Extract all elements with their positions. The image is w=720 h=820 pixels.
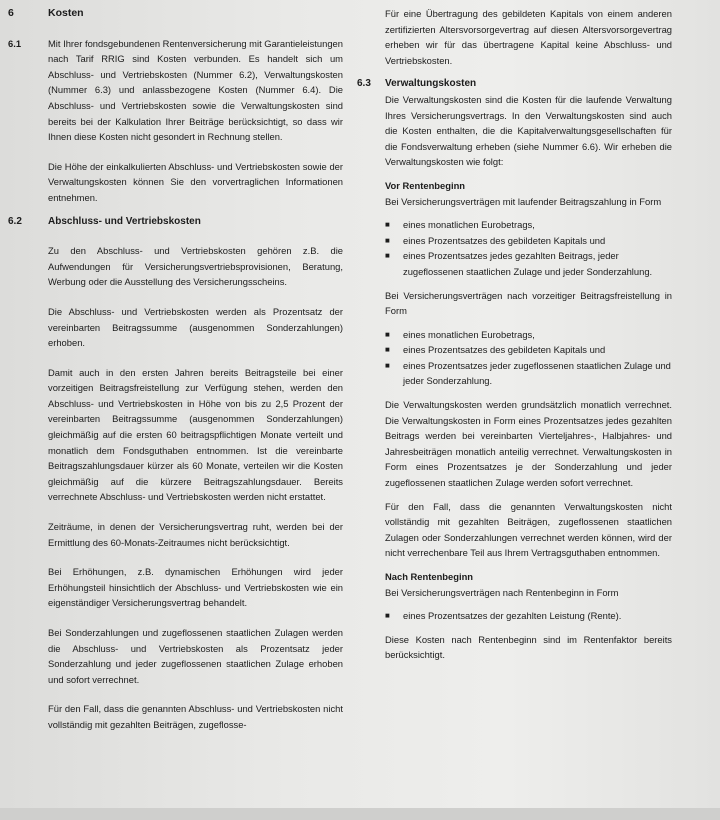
page-edge: [0, 808, 720, 820]
list-item: ■ eines Prozentsatzes der gezahlten Leistung (Rente).: [357, 608, 672, 624]
bullet-icon: ■: [385, 251, 390, 261]
spacer: [8, 290, 343, 304]
spacer: [357, 280, 672, 288]
list-item: ■ eines Prozentsatzes des gebildeten Kapitals und: [357, 342, 672, 358]
paragraph-text: Zu den Abschluss- und Vertriebskosten gehören z.B. die Aufwendungen für Versicherungsvertriebsprovisionen, Beratung, Werbung oder die Ausstellung des Versicherungsscheins.: [48, 245, 343, 288]
paragraph-heading: Vor Rentenbeginn: [385, 179, 466, 191]
spacer: [8, 206, 343, 214]
paragraph-text: Für eine Übertragung des gebildeten Kapitals von einem anderen zertifizierten Altersvorsorgevertrag auf diesen Altersvorsorgevertrag erheben wir für das übertragene Kapital keine Abschluss- und Vertriebskosten.: [385, 8, 672, 66]
spacer: [357, 319, 672, 327]
spacer: [8, 351, 343, 365]
subsection-title: Verwaltungskosten: [385, 78, 477, 90]
section-number: 6: [8, 7, 14, 19]
subsection-number: 6.3: [357, 78, 371, 90]
paragraph-text: Die Höhe der einkalkulierten Abschluss- und Vertriebskosten sowie der Verwaltungskosten können Sie den vorvertraglichen Informationen entnehmen.: [48, 160, 343, 203]
section-heading: [8, 6, 343, 22]
paragraph-text: Für den Fall, dass die genannten Abschluss- und Vertriebskosten nicht vollständig mit gezahlten Beiträgen, zugeflosse-: [48, 703, 343, 730]
subsection-number: 6.2: [8, 215, 22, 227]
spacer: [8, 22, 343, 36]
bullet-icon: ■: [385, 235, 390, 245]
list-item: ■ eines Prozentsatzes jeder zugeflossenen staatlichen Zulage und jeder Sonderzahlung.: [357, 358, 672, 389]
paragraph-text: Bei Versicherungsverträgen mit laufender Beitragszahlung in Form: [385, 195, 662, 207]
bullet-icon: ■: [385, 220, 390, 230]
bullet-icon: ■: [385, 611, 390, 621]
subsection-number: 6.1: [8, 37, 22, 49]
paragraph-text: Bei Sonderzahlungen und zugeflossenen staatlichen Zulagen werden die Abschluss- und Vertriebskosten als Prozentsatz jeder Sonderzahlung und jeder zugeflossenen staatlichen Zulage erhoben und sofort verrechnet.: [48, 627, 343, 685]
paragraph-text: Die Verwaltungskosten sind die Kosten für die laufende Verwaltung Ihres Versicherungsvertrags. In den Verwaltungskosten sind auch die Kosten enthalten, die die Kapitalverwaltungsgesellschaften für die Fondsverwaltung erheben (siehe Nummer 6.6). Wir erheben die Verwaltungskosten wie folgt:: [385, 93, 672, 168]
paragraph-text: Diese Kosten nach Rentenbeginn sind im Rentenfaktor bereits berücksichtigt.: [385, 633, 672, 661]
bullet-icon: ■: [385, 329, 390, 339]
paragraph-text: Bei Erhöhungen, z.B. dynamischen Erhöhungen wird jeder Erhöhungsteil hinsichtlich der Abschluss- und Vertriebskosten wie ein eigenständiger Versicherungsvertrag behandelt.: [48, 566, 343, 609]
subsection-heading: [357, 76, 672, 92]
right-column: [357, 0, 672, 663]
bullet-icon: ■: [385, 345, 390, 355]
spacer: [357, 68, 672, 76]
paragraph-heading: Nach Rentenbeginn: [385, 571, 474, 582]
paragraph-text: Bei Versicherungsverträgen nach Rentenbeginn in Form: [385, 586, 619, 598]
subsection-heading: [8, 214, 343, 230]
spacer: [357, 389, 672, 397]
spacer: [8, 687, 343, 701]
list-item: ■ eines monatlichen Eurobetrags,: [357, 327, 672, 343]
spacer: [357, 491, 672, 499]
paragraph-text: Zeiträume, in denen der Versicherungsvertrag ruht, werden bei der Ermittlung des 60-Monats-Zeitraumes nicht berücksichtigt.: [48, 521, 343, 548]
section-title: Kosten: [48, 7, 84, 19]
paragraph-text: Mit Ihrer fondsgebundenen Rentenversicherung mit Garantieleistungen nach Tarif RRIG sind Kosten verbunden. Es handelt sich um Abschluss- und Vertriebskosten (Nummer 6.2), Verwaltungskosten (Nummer 6.3) und anlassbezogene Kosten (Nummer 6.4). Die Abschluss- und Vertriebskosten sowie die Verwaltungskosten sind bereits bei der Kalkulation Ihrer Beiträge berücksichtigt, so dass wir Ihnen diese Kosten nicht gesondert in Rechnung stellen.: [48, 37, 343, 143]
spacer: [8, 550, 343, 564]
paragraph-6-1: [8, 36, 343, 145]
spacer: [357, 209, 672, 217]
left-column: [8, 0, 343, 733]
spacer: [357, 561, 672, 569]
spacer: [8, 505, 343, 519]
list-item: ■ eines Prozentsatzes jedes gezahlten Beitrags, jeder zugeflossenen staatlichen Zulage und jeder Sonderzahlung.: [357, 248, 672, 279]
paragraph-text: Die Abschluss- und Vertriebskosten werden als Prozentsatz der vereinbarten Beitragssumme (ausgenommen Sonderzahlungen) erhoben.: [48, 305, 343, 349]
paragraph-text: Bei Versicherungsverträgen nach vorzeitiger Beitragsfreistellung in Form: [385, 289, 672, 317]
spacer: [357, 600, 672, 608]
subsection-title: Abschluss- und Vertriebskosten: [48, 215, 201, 227]
spacer: [8, 611, 343, 625]
list-item: ■ eines monatlichen Eurobetrags,: [357, 217, 672, 233]
spacer: [357, 624, 672, 632]
paragraph-text: Damit auch in den ersten Jahren bereits Beitragsteile bei einer vorzeitigen Beitragsfreistellung zur Verfügung stehen, werden den Abschluss- und Vertriebskosten in Höhe von bis zu 2,5 Prozent der vereinbarten Beitragssumme (ausgenommen Sonderzahlungen) gleichmäßig auf die ersten 60 beitragspflichtigen Monate verteilt und monatlich dem Fondsguthaben entnommen. Ist die vereinbarte Beitragszahlungsdauer kürzer als 60 Monate, verteilen wir die Kosten gleichmäßig auf die kürzere Beitragszahlungsdauer. Bereits verrechnete Abschluss- und Vertriebskosten werden nicht erstattet.: [48, 366, 343, 503]
paragraph-text: Die Verwaltungskosten werden grundsätzlich monatlich verrechnet. Die Verwaltungskosten in Form eines Prozentsatzes jedes gezahlten Beitrags werden bei vereinbarten Vierteljahres-, Halbjahres- und Jahresbeiträgen monatlich anteilig verrechnet. Verwaltungskosten in Form eines Prozentsatzes je der Sonderzahlung und jeder zugeflossenen staatlichen Zulage werden sofort verrechnet.: [385, 399, 672, 489]
paragraph-text: Für den Fall, dass die genannten Verwaltungskosten nicht vollständig mit gezahlten Beiträgen, zugeflossenen staatlichen Zulagen oder Sonderzahlungen verrechnet werden können, wird der nicht verrechenbare Teil aus Ihrem Vertragsguthaben entnommen.: [385, 500, 672, 559]
list-item: ■ eines Prozentsatzes des gebildeten Kapitals und: [357, 233, 672, 249]
spacer: [357, 170, 672, 178]
spacer: [8, 229, 343, 243]
bullet-icon: ■: [385, 360, 390, 370]
spacer: [8, 145, 343, 159]
